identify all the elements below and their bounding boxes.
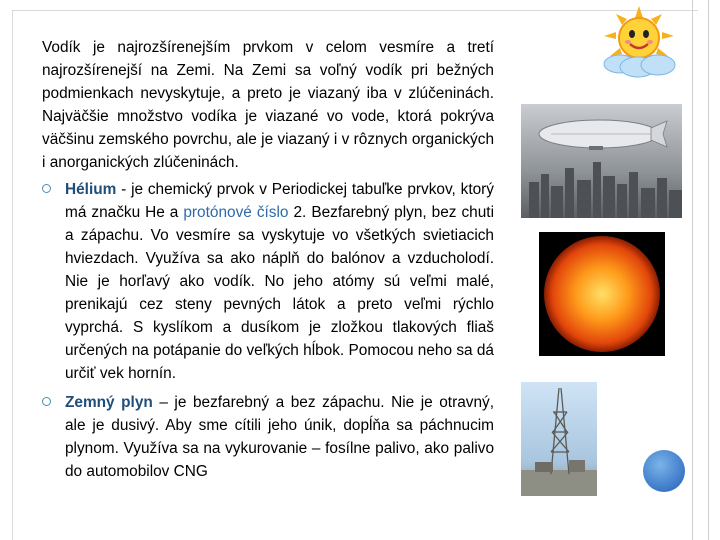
natural-gas-bullet [42, 391, 494, 483]
frame-left [12, 10, 13, 540]
natural-gas-text: – je bezfarebný a bez zápachu. Nie je otravný, ale je dusivý. Aby sme cítili jeho únik, dopĺňa sa páchnucim plynom. Využíva sa na vykurovanie – fosílne palivo, ako palivo do automobilov CNG [65, 394, 494, 480]
natural-gas-term: Zemný plyn [65, 394, 153, 411]
right-rule-2 [708, 0, 709, 540]
text-content [42, 36, 494, 483]
frame-top [12, 10, 698, 11]
zeppelin-photo [521, 104, 682, 218]
right-rule-1 [692, 0, 693, 540]
helium-bullet [42, 178, 494, 385]
proton-number-link[interactable]: protónové číslo [183, 204, 289, 221]
helium-text-1: - je chemický prvok v Periodickej tabuľke prvkov, ktorý má značku He a [65, 181, 494, 221]
helium-text-2: 2. Bezfarebný plyn, bez chuti a zápachu. Vo vesmíre sa vyskytuje vo všetkých svietiacich hviezdach. Využíva sa ako náplň do balónov a vzducholodí. Nie je horľavý ako vodík. No jeho atómy sú veľmi malé, prenikajú cez steny pevných látok a preto veľmi rýchlo vyprchá. S kyslíkom a dusíkom je zložkou tlakových fliaš určených na potápanie do veľkých hĺbok. Pomocou neho sa dá určiť vek hornín. [65, 204, 494, 382]
sun-cartoon-icon [598, 6, 680, 80]
sun-photo [539, 232, 665, 356]
intro-paragraph: Vodík je najrozšírenejším prvkom v celom vesmíre a tretí najrozšírenejší na Zemi. Na Zemi sa voľný vodík pri bežných podmienkach nevyskytuje, a preto je viazaný iba v zlúčeninách. Najväčšie množstvo vodíka je viazané vo vode, ktorá pokrýva väčšinu zemského povrchu, ale je viazaný i v rôznych organických i anorganických zlúčeninách. [42, 39, 494, 171]
drilling-rig-photo [521, 382, 597, 496]
bullet-circle-icon [42, 184, 51, 193]
helium-term: Hélium [65, 181, 117, 198]
blue-circle-icon [643, 450, 685, 492]
bullet-circle-icon [42, 397, 51, 406]
